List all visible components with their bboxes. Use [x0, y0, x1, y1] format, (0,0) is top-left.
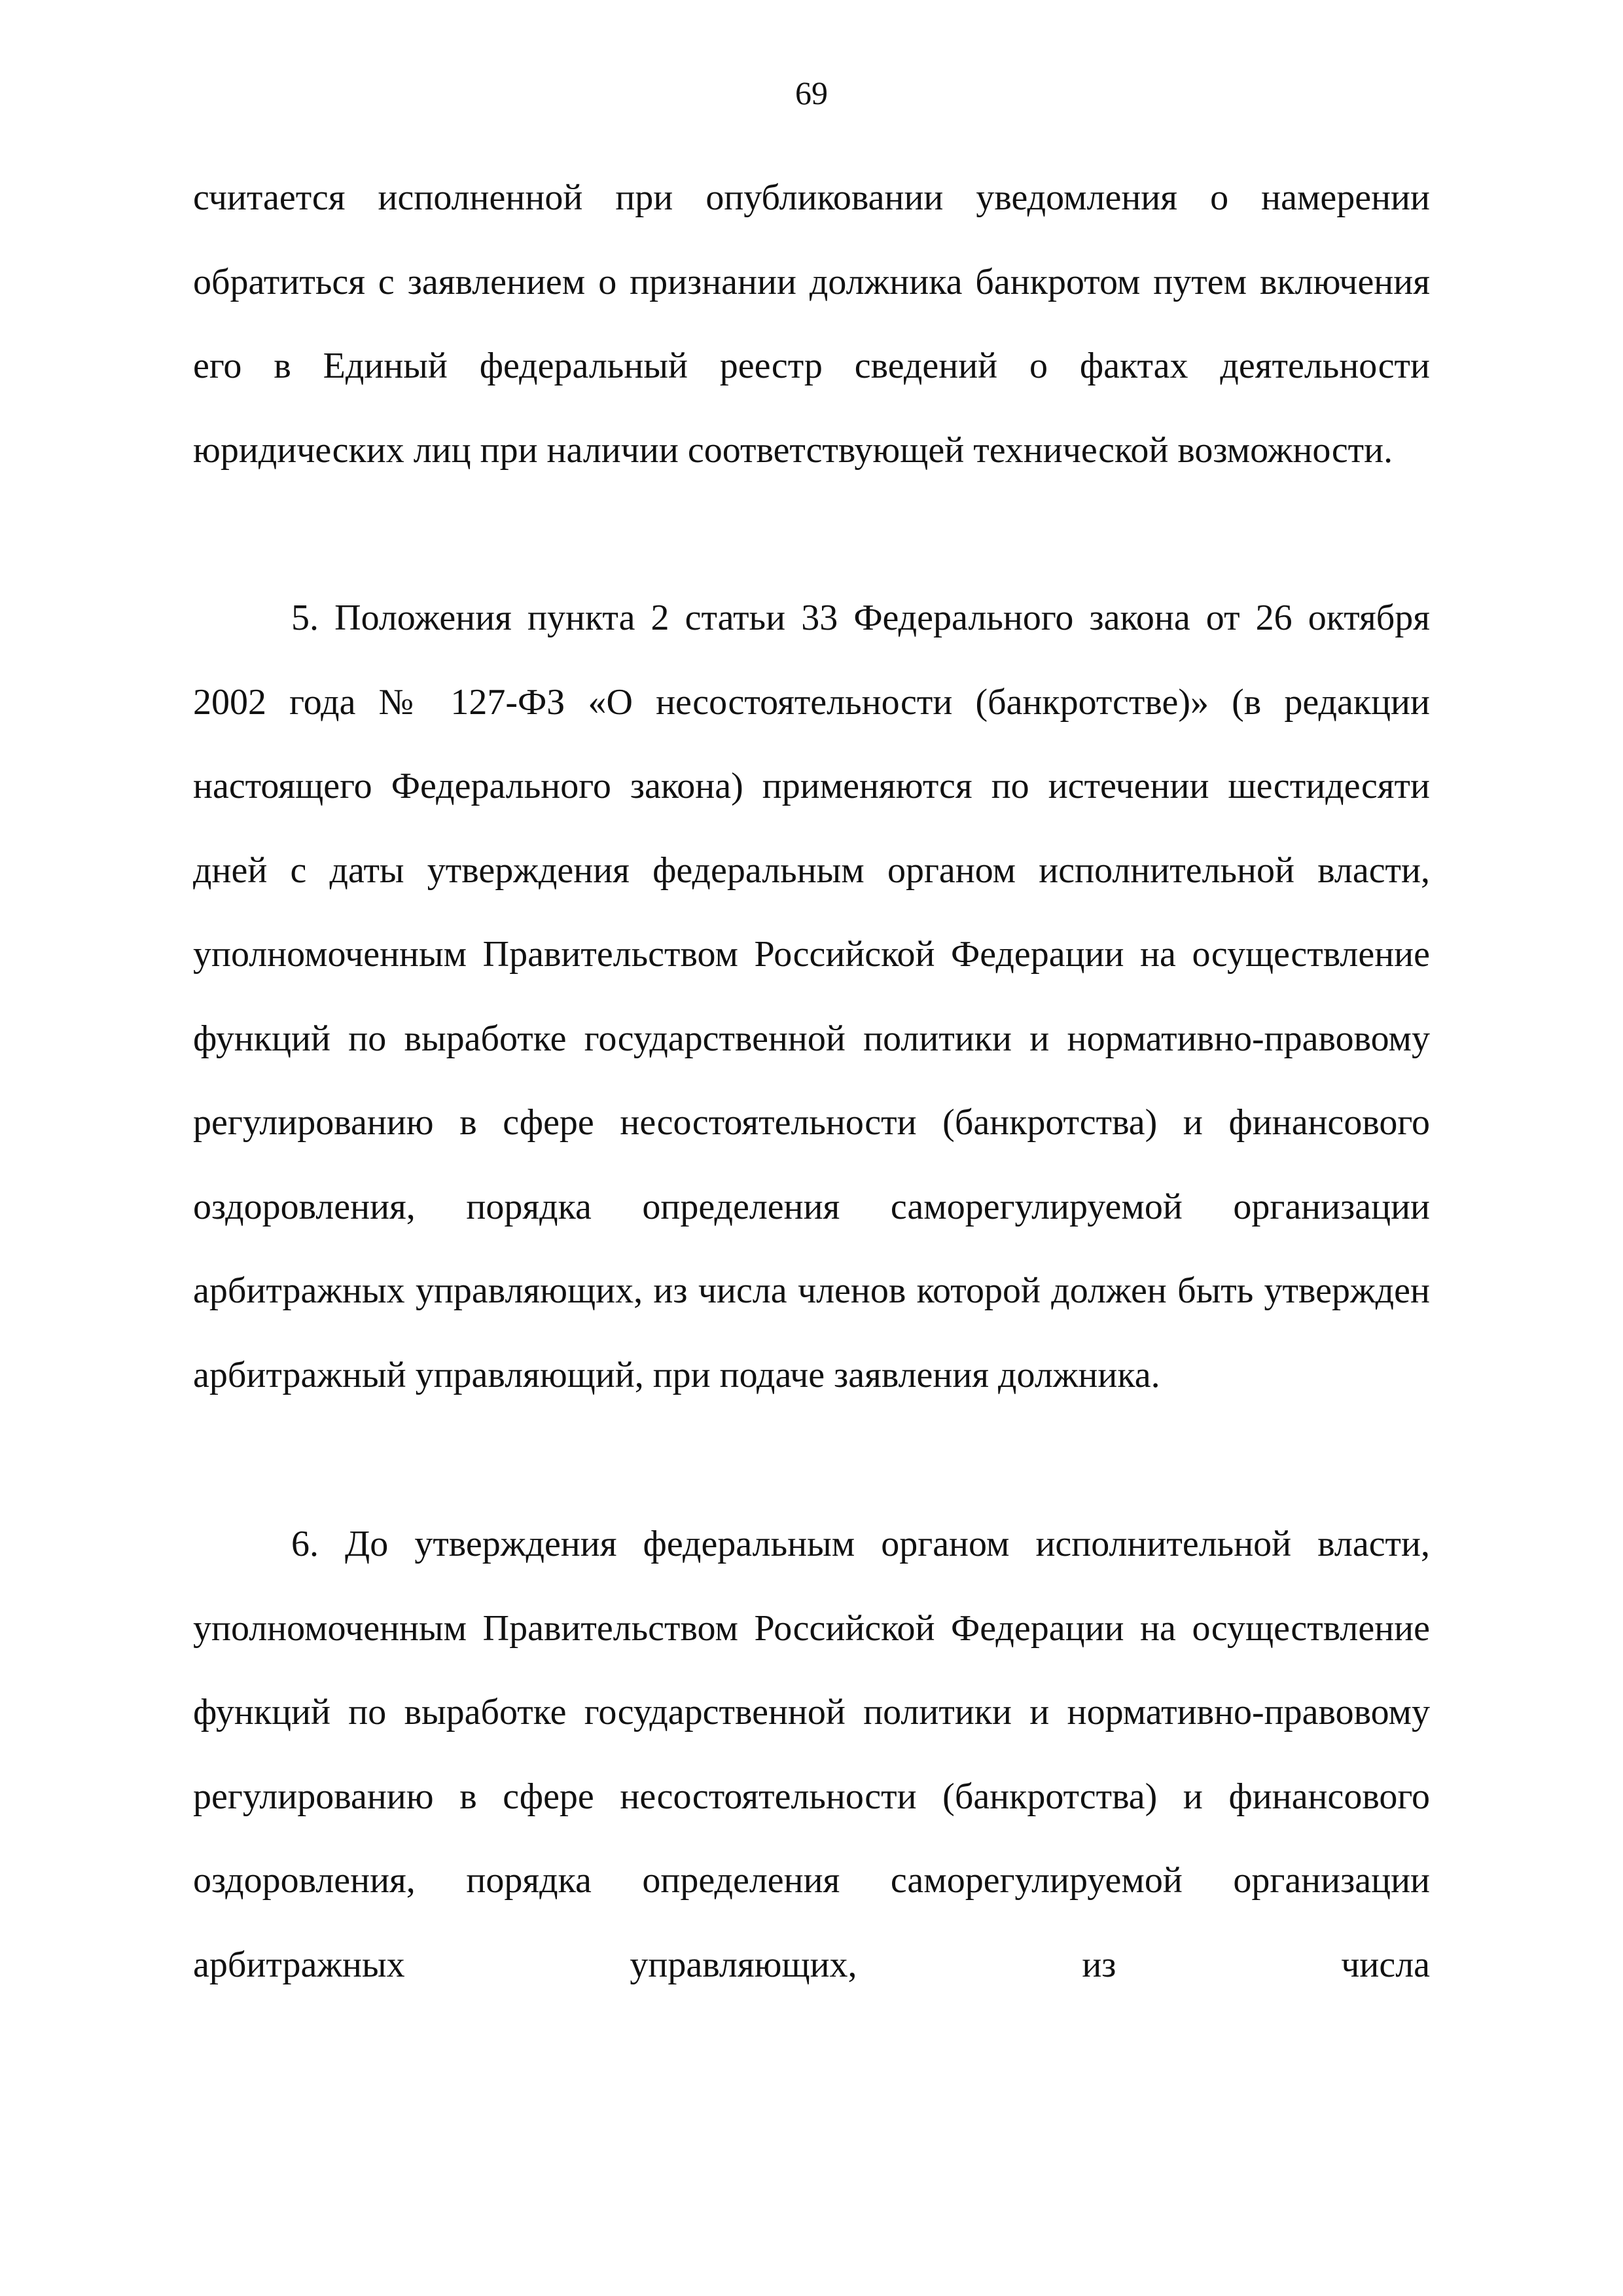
paragraph-item-5: 5. Положения пункта 2 статьи 33 Федерального закона от 26 октября 2002 года № 127-ФЗ «О несостоятельности (банкротстве)» (в редакции настоящего Федерального закона) применяются по истечении шестидесяти дней с даты утверждения федеральным органом исполнительной власти, уполномоченным Правительством Российской Федерации на осуществление функций по выработке государственной политики и нормативно-правовому регулированию в сфере несостоятельности (банкротства) и финансового оздоровления, порядка определения саморегулируемой организации арбитражных управляющих, из числа членов которой должен быть утвержден арбитражный управляющий, при подаче заявления должника.: [193, 598, 1430, 1395]
paragraph-continuation: считается исполненной при опубликовании уведомления о намерении обратиться с заявлением о признании должника банкротом путем включения его в Единый федеральный реестр сведений о фактах деятельности юридических лиц при наличии соответствующей технической возможности.: [193, 177, 1430, 471]
page-number: 69: [795, 75, 828, 111]
paragraph-item-6: 6. До утверждения федеральным органом исполнительной власти, уполномоченным Правительством Российской Федерации на осуществление функций по выработке государственной политики и нормативно-правовому регулированию в сфере несостоятельности (банкротства) и финансового оздоровления, порядка определения саморегулируемой организации арбитражных управляющих, из числа: [193, 1524, 1430, 1985]
